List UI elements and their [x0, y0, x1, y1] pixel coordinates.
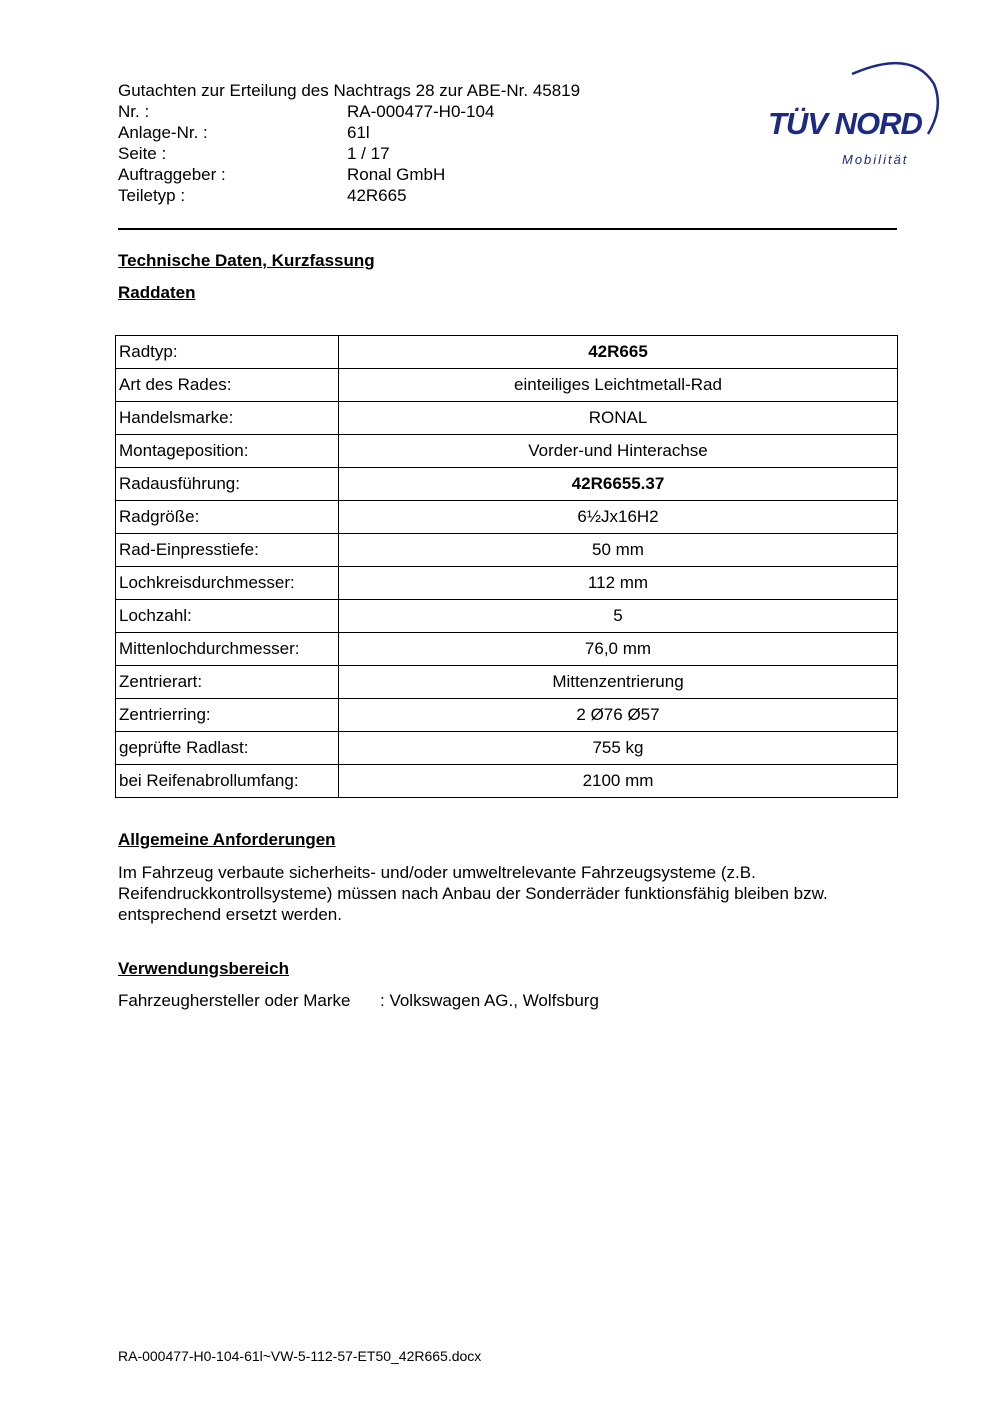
header-field-row: [118, 122, 580, 143]
usage-row: [118, 991, 599, 1011]
row-label: Mittenlochdurchmesser:: [116, 633, 339, 666]
table-row: [116, 765, 898, 798]
table-row: [116, 534, 898, 567]
row-label: Montageposition:: [116, 435, 339, 468]
table-row: [116, 699, 898, 732]
section-title: Technische Daten, Kurzfassung: [118, 251, 375, 270]
row-value: Mittenzentrierung: [339, 666, 898, 699]
document-header: [118, 80, 580, 206]
requirements-text: Im Fahrzeug verbaute sicherheits- und/oder umweltrelevante Fahrzeugsysteme (z.B. Reifendruckkontrollsysteme) müssen nach Anbau der Sonderräder funktionsfähig bleiben bzw. entsprechend ersetzt werden.: [118, 863, 828, 924]
row-label: Handelsmarke:: [116, 402, 339, 435]
row-label: Zentrierart:: [116, 666, 339, 699]
wheel-data-table: [115, 335, 898, 798]
row-value: 76,0 mm: [339, 633, 898, 666]
document-title: Gutachten zur Erteilung des Nachtrags 28 zur ABE-Nr. 45819: [118, 81, 581, 100]
header-field-value: Ronal GmbH: [347, 165, 446, 184]
table-row: [116, 633, 898, 666]
table-row: [116, 600, 898, 633]
header-field-value: 61l: [347, 123, 370, 142]
usage-value: : Volkswagen AG., Wolfsburg: [380, 991, 599, 1010]
row-value: 42R665: [339, 336, 898, 369]
header-fields: [118, 101, 580, 206]
row-value: RONAL: [339, 402, 898, 435]
subsection-title: Raddaten: [118, 283, 196, 302]
header-field-label: Auftraggeber :: [118, 165, 226, 184]
table-row: [116, 435, 898, 468]
table-row: [116, 501, 898, 534]
footer-filename: RA-000477-H0-104-61l~VW-5-112-57-ET50_42R665.docx: [118, 1348, 482, 1364]
row-value: 2 Ø76 Ø57: [339, 699, 898, 732]
header-divider: [118, 228, 897, 230]
header-field-row: [118, 143, 580, 164]
header-field-value: 42R665: [347, 186, 407, 205]
row-value: 5: [339, 600, 898, 633]
row-label: Rad-Einpresstiefe:: [116, 534, 339, 567]
header-field-label: Seite :: [118, 144, 167, 163]
usage-label: Fahrzeughersteller oder Marke: [118, 991, 351, 1010]
row-value: 50 mm: [339, 534, 898, 567]
requirements-title: Allgemeine Anforderungen: [118, 830, 336, 849]
row-label: bei Reifenabrollumfang:: [116, 765, 339, 798]
usage-title: Verwendungsbereich: [118, 959, 289, 978]
header-field-label: Nr. :: [118, 102, 150, 121]
header-field-row: [118, 101, 580, 122]
row-label: Radausführung:: [116, 468, 339, 501]
table-row: [116, 402, 898, 435]
header-field-row: [118, 185, 580, 206]
row-label: Lochkreisdurchmesser:: [116, 567, 339, 600]
row-label: Zentrierring:: [116, 699, 339, 732]
row-label: Lochzahl:: [116, 600, 339, 633]
tuv-nord-logo: [762, 56, 942, 176]
logo-brand: TÜV NORD: [768, 106, 922, 141]
row-value: einteiliges Leichtmetall-Rad: [339, 369, 898, 402]
header-field-value: 1 / 17: [347, 144, 390, 163]
row-value: 2100 mm: [339, 765, 898, 798]
table-row: [116, 567, 898, 600]
row-label: geprüfte Radlast:: [116, 732, 339, 765]
table-row: [116, 369, 898, 402]
row-value: 42R6655.37: [339, 468, 898, 501]
table-row: [116, 468, 898, 501]
row-label: Art des Rades:: [116, 369, 339, 402]
header-field-row: [118, 164, 580, 185]
row-value: Vorder-und Hinterachse: [339, 435, 898, 468]
header-field-value: RA-000477-H0-104: [347, 102, 495, 121]
table-row: [116, 336, 898, 369]
row-label: Radgröße:: [116, 501, 339, 534]
header-field-label: Anlage-Nr. :: [118, 123, 208, 142]
row-value: 6½Jx16H2: [339, 501, 898, 534]
row-value: 112 mm: [339, 567, 898, 600]
row-value: 755 kg: [339, 732, 898, 765]
table-row: [116, 666, 898, 699]
table-row: [116, 732, 898, 765]
header-field-label: Teiletyp :: [118, 186, 186, 205]
row-label: Radtyp:: [116, 336, 339, 369]
logo-subtitle: Mobilität: [842, 152, 909, 167]
